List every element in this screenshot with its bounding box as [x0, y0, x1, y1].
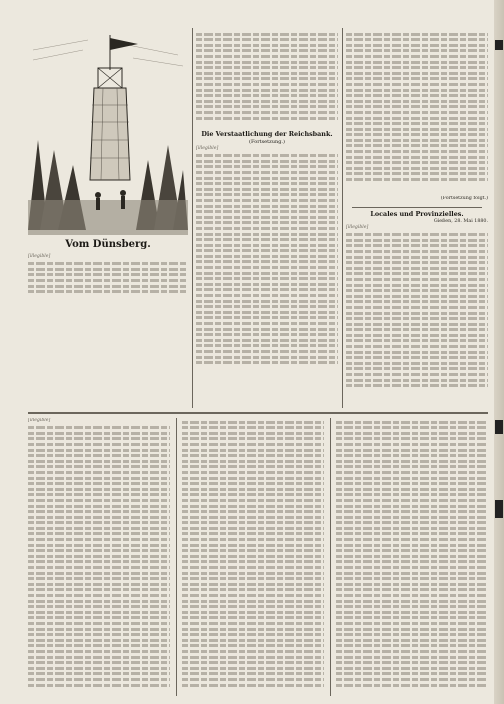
article-reichsbank	[196, 130, 338, 400]
page-edge-mark	[495, 40, 503, 50]
page-edge-mark	[495, 420, 503, 434]
right-column-text	[346, 30, 488, 190]
locales-section	[346, 210, 488, 406]
article-reichsbank-subheading: (Fortsetzung.)	[249, 139, 285, 145]
article-dunsberg-body: [illegible]	[28, 254, 51, 259]
locales-heading: Locales und Provinzielles.	[370, 210, 464, 218]
article-reichsbank-heading: Die Verstaatlichung der Reichsbank.	[201, 130, 333, 138]
article-dunsberg	[28, 238, 188, 298]
lower-body: [illegible]	[28, 418, 51, 423]
middle-column-top-text	[196, 30, 338, 126]
locales-body: [illegible]	[346, 225, 369, 230]
locales-dateline: Gießen, 28. Mai 1880.	[433, 219, 488, 224]
adjacent-page-edge	[494, 0, 504, 704]
lower-column-2	[182, 418, 324, 698]
section-divider	[28, 412, 488, 414]
article-dunsberg-heading: Vom Dünsberg.	[65, 239, 151, 250]
page-edge-mark	[495, 500, 503, 518]
dunsberg-tower-illustration	[28, 30, 188, 235]
lower-column-3	[336, 418, 486, 698]
reichsbank-continued: (Fortsetzung folgt.)	[440, 196, 488, 201]
lower-column-1	[28, 418, 170, 698]
article-reichsbank-body: [illegible]	[196, 146, 219, 151]
